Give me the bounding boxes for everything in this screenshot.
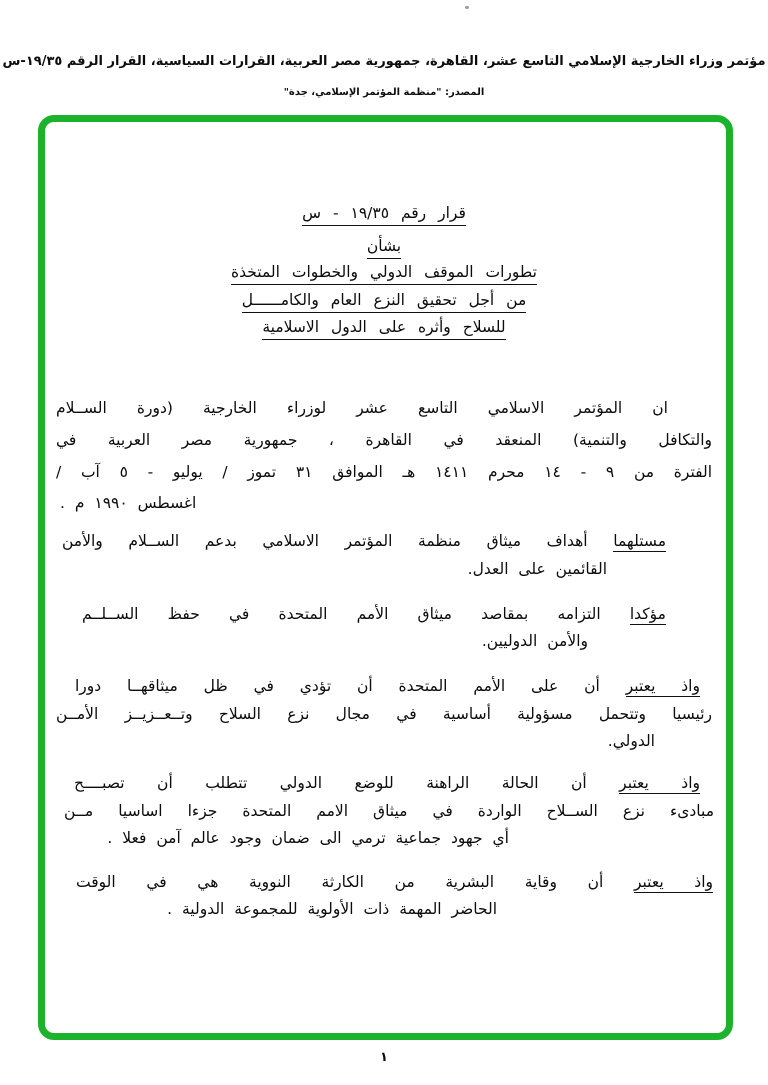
opening-word-underlined: واذ يعتبر (619, 774, 700, 792)
resolution-number-text: قرار رقم ١٩/٣٥ - س (302, 204, 466, 226)
opening-word-underlined: مستلهما (613, 532, 667, 550)
paragraph-1-line-1: ان المؤتمر الاسلامي التاسع عشر لوزراء الخارجية (دورة الســلام (56, 399, 668, 417)
paragraph-4-line-2: رئيسيا وتتحمل مسؤولية أساسية في مجال نزع السلاح وتــعــزيــز الأمــن (56, 705, 712, 723)
opening-word-underlined: مؤكدا (629, 605, 666, 623)
paragraph-6-line-2: الحاضر المهمة ذات الأولوية للمجموعة الدولية . (167, 900, 497, 918)
resolution-title-line-3 (0, 317, 768, 337)
paragraph-1-line-3: الفترة من ٩ - ١٤ محرم ١٤١١ هـ الموافق ٣١ تموز / يوليو - ٥ آب / (56, 463, 712, 481)
resolution-title-line-2 (0, 290, 768, 310)
title-line-1-text: تطورات الموقف الدولي والخطوات المتخذة (231, 263, 537, 285)
title-line-2-text: من أجل تحقيق النزع العام والكامــــــل (242, 291, 527, 313)
document-source-line: المصدر: "منظمة المؤتمر الإسلامي، جدة" (283, 87, 485, 98)
paragraph-5-line-1 (74, 773, 700, 794)
line-continuation: أهداف ميثاق منظمة المؤتمر الاسلامي بدعم الســلام والأمن (62, 532, 588, 550)
line-continuation: التزامه بمقاصد ميثاق الأمم المتحدة في حفظ الســلــم (82, 605, 601, 623)
resolution-title-line-1 (0, 262, 768, 282)
paragraph-4-line-1 (75, 676, 700, 697)
paragraph-5-line-3: أي جهود جماعية ترمي الى ضمان وجود عالم آمن فعلا . (107, 829, 509, 847)
page-number: ١ (380, 1050, 388, 1065)
paragraph-2-line-1 (62, 531, 666, 552)
title-line-3-text: للسلاح وأثره على الدول الاسلامية (262, 318, 505, 340)
paragraph-5-line-2: مبادىء نزع الســلاح الواردة في ميثاق الامم المتحدة جزءا اساسيا مــن (64, 802, 714, 820)
paragraph-1-line-2: والتكافل والتنمية) المنعقد في القاهرة ، جمهورية مصر العربية في (56, 431, 712, 449)
line-continuation: أن على الأمم المتحدة أن تؤدي في ظل ميثاقهــا دورا (75, 677, 600, 695)
subject-label-text: بشأن (367, 237, 401, 259)
paragraph-3-line-2: والأمن الدوليين. (481, 632, 588, 650)
line-continuation: أن الحالة الراهنة للوضع الدولي تتطلب أن تصبــــح (74, 774, 587, 792)
document-header-title: مؤتمر وزراء الخارجية الإسلامي التاسع عشر، القاهرة، جمهورية مصر العربية، القرارات السياسية، القرار الرقم ١٩/٣٥-س (2, 54, 766, 69)
opening-word-underlined: واذ يعتبر (625, 677, 700, 695)
scan-speck (465, 6, 469, 9)
paragraph-1-line-4: اغسطس ١٩٩٠ م . (60, 494, 197, 512)
paragraph-3-line-1 (82, 604, 666, 625)
paragraph-2-line-2: القائمين على العدل. (467, 560, 607, 578)
resolution-number-line (0, 203, 768, 223)
resolution-subject-label (0, 236, 768, 256)
paragraph-6-line-1 (76, 872, 713, 893)
opening-word-underlined: واذ يعتبر (633, 873, 713, 891)
paragraph-4-line-3: الدولي. (607, 732, 655, 750)
line-continuation: أن وقاية البشرية من الكارثة النووية هي في الوقت (76, 873, 604, 891)
